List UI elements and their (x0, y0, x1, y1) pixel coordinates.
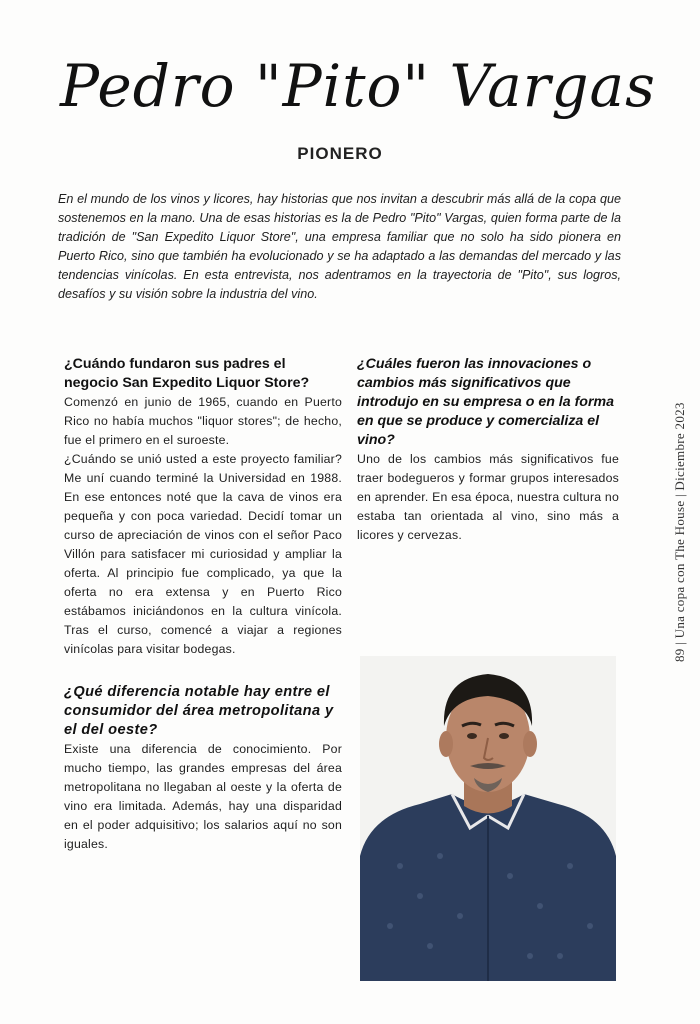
intro-paragraph: En el mundo de los vinos y licores, hay historias que nos invitan a descubrir más allá de la copa que sostenemos en la mano. Una de esas historias es la de Pedro "Pito" Vargas, quien forma parte de la tradición de "San Expedito Liquor Store", una empresa familiar que no solo ha sido pionera en Puerto Rico, sino que también ha evolucionado y se ha adaptado a las demandas del mercado y las tendencias vinícolas. En esta entrevista, nos adentramos en la trayectoria de "Pito", sus logros, desafíos y su visión sobre la industria del vino. (58, 192, 621, 301)
spacer (64, 659, 342, 683)
separator: | (672, 638, 687, 645)
question-founding: ¿Cuándo fundaron sus padres el negocio San Expedito Liquor Store? (64, 356, 310, 391)
answer-innovations: Uno de los cambios más significativos fue traer bodegueros y formar grupos interesados en aprender. En esa época, nuestra cultura no estaba tan orientada al vino, sino más a licores y cervezas. (357, 452, 619, 542)
right-column (357, 355, 619, 545)
portrait-photo (360, 656, 616, 981)
page-footer-vertical (672, 402, 688, 662)
left-column (64, 355, 342, 854)
page-title: Pedro "Pito" Vargas (60, 52, 656, 120)
answer-consumer-difference: Existe una diferencia de conocimiento. Por mucho tiempo, las grandes empresas del área metropolitana no llegaban al oeste y la oferta de vino era limitada. Además, hay una disparidad en el poder adquisitivo; los salarios aquí no son iguales. (64, 742, 342, 851)
portrait-illustration (360, 656, 616, 981)
answer-founding: Comenzó en junio de 1965, cuando en Puerto Rico no había muchos "liquor stores"; de hecho, fue el primero en el suroeste. (64, 395, 342, 447)
page-subtitle: PIONERO (297, 144, 383, 163)
question-innovations: ¿Cuáles fueron las innovaciones o cambios más significativos que introdujo en su empresa o en la forma en que se produce y comercializa el vino? (357, 356, 615, 448)
question-consumer-difference: ¿Qué diferencia notable hay entre el consumidor del área metropolitana y el del oeste? (64, 684, 334, 738)
answer-joining: ¿Cuándo se unió usted a este proyecto familiar? Me uní cuando terminé la Universidad en 1988. En ese entonces noté que la cava de vinos era pequeña y con poca variedad. Decidí tomar un curso de apreciación de vinos con el señor Paco Villón para satisfacer mi curiosidad y ampliar la oferta. Al principio fue complicado, ya que la oferta no era extensa y en Puerto Rico estábamos iniciándonos en la cultura vinícola. Tras el curso, comencé a viajar a regiones vinícolas para visitar bodegas. (64, 452, 342, 656)
page-number: 89 (672, 648, 687, 662)
separator: | (672, 490, 687, 498)
publication-date: Diciembre 2023 (672, 402, 687, 491)
publication-name: Una copa con The House (672, 500, 687, 639)
